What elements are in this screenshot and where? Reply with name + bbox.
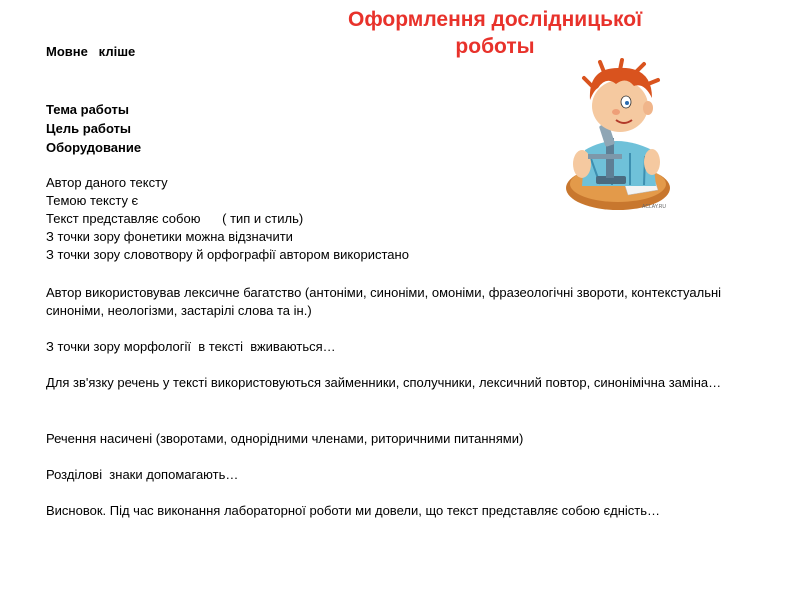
- paragraph-sentences: [46, 430, 736, 448]
- slide-title: [320, 6, 670, 60]
- paragraph-text: Автор використовував лексичне багатство (антоніми, синоніми, омоніми, фразеологічні звороти, контекстуальні синоніми, неологізми, застарілі слова та ін.): [46, 285, 725, 318]
- paragraph-conclusion: [46, 502, 726, 520]
- cliche-line: З точки зору фонетики можна відзначити: [46, 229, 293, 244]
- paragraph-lexicon: [46, 284, 726, 320]
- cliche-line: Текст представляє собою ( тип и стиль): [46, 211, 304, 226]
- field-equipment: Оборудование: [46, 140, 142, 155]
- boy-with-microscope-illustration: [560, 58, 670, 218]
- field-goal: Цель работы: [46, 121, 132, 136]
- field-topic: Тема работы: [46, 102, 129, 117]
- slide-title-line-1: Оформлення дослідницької: [348, 8, 642, 31]
- cliche-line: Темою тексту є: [46, 193, 139, 208]
- illustration-caption: ACLAY.RU: [642, 204, 666, 210]
- cliche-heading: Мовне кліше: [46, 44, 136, 59]
- slide-title-line-2: роботы: [455, 35, 535, 58]
- paragraph-morphology: [46, 338, 736, 356]
- paragraph-text: Для зв'язку речень у тексті використовуються займенники, сполучники, лексичний повтор, синонімічна заміна…: [46, 375, 722, 390]
- report-header-fields: [46, 100, 141, 157]
- paragraph-text: З точки зору морфології в тексті вживаються…: [46, 339, 336, 354]
- paragraph-punctuation: [46, 466, 736, 484]
- paragraph-text: Речення насичені (зворотами, однорідними членами, риторичними питаннями): [46, 431, 524, 446]
- cliche-line: Автор даного тексту: [46, 175, 168, 190]
- paragraph-text: Розділові знаки допомагають…: [46, 467, 239, 482]
- paragraph-text: Висновок. Під час виконання лабораторної роботи ми довели, що текст представляє собою єдність…: [46, 503, 661, 518]
- cliche-line: З точки зору словотвору й орфографії автором використано: [46, 247, 409, 262]
- paragraph-cohesion: [46, 374, 726, 392]
